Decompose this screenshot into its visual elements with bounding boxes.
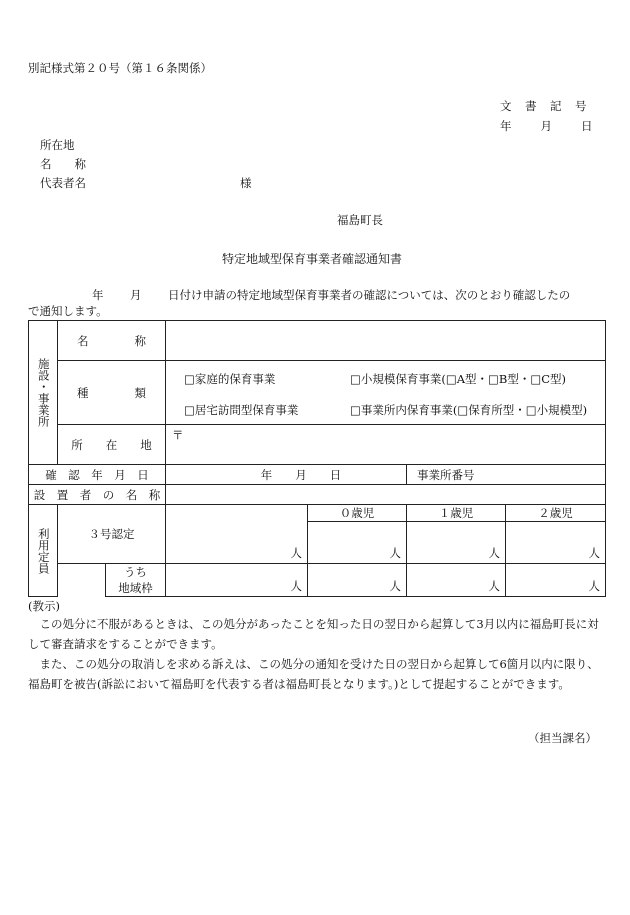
document-title: 特定地域型保育事業者確認通知書 bbox=[222, 252, 403, 266]
facility-name-label: 名 称 bbox=[58, 321, 166, 361]
facility-name-field[interactable] bbox=[166, 321, 606, 361]
notice-paragraph-2: また、この処分の取消しを求める訴えは、この処分の通知を受けた日の翌日から起算して6箇月以内に限り、福島町を被告(訴訟において福島町を代表する者は福島町長となります。)として提起することができます。 bbox=[28, 657, 599, 691]
postal-mark: 〒 bbox=[172, 428, 184, 442]
intro-month: 月 bbox=[130, 288, 142, 302]
setter-name-label: 設 置 者 の 名 称 bbox=[29, 485, 166, 505]
regional-label: 地域枠 bbox=[106, 580, 166, 597]
confirm-date-label: 確 認 年 月 日 bbox=[29, 465, 166, 485]
regional-total: 人 bbox=[166, 564, 308, 597]
confirmation-table bbox=[28, 320, 606, 597]
setter-name-field[interactable] bbox=[166, 485, 606, 505]
type-visit-checkbox[interactable]: □居宅訪問型保育事業 bbox=[184, 402, 299, 417]
form-reference: 別記様式第２０号（第１６条関係） bbox=[28, 61, 212, 75]
confirm-date-value[interactable]: 年 月 日 bbox=[166, 465, 407, 485]
date-line: 年 月 日 bbox=[500, 119, 595, 133]
notice-paragraph-1: この処分に不服があるときは、この処分があったことを知った日の翌日から起算して3月以内に福島町長に対して審査請求をすることができます。 bbox=[28, 617, 599, 651]
honorific-sama: 様 bbox=[240, 176, 252, 190]
type-small-checkbox[interactable]: □小規模保育事業(□A型・□B型・□C型) bbox=[350, 371, 566, 386]
facility-type-field bbox=[166, 361, 606, 425]
cert3-age0: 人 bbox=[308, 522, 407, 564]
uchi-label: うち bbox=[106, 564, 166, 581]
age0-header: ０歳児 bbox=[308, 505, 407, 522]
notice-label: (教示) bbox=[28, 599, 60, 613]
facility-address-label: 所 在 地 bbox=[58, 425, 166, 465]
facility-type-label: 種 類 bbox=[58, 361, 166, 425]
facility-address-field[interactable] bbox=[166, 425, 606, 465]
location-label: 所在地 bbox=[40, 138, 75, 152]
type-workplace-checkbox[interactable]: □事業所内保育事業(□保育所型・□小規模型) bbox=[350, 402, 588, 417]
regional-age1: 人 bbox=[407, 564, 506, 597]
regional-age2: 人 bbox=[506, 564, 606, 597]
business-number-label: 事業所番号 bbox=[407, 465, 606, 485]
cert3-age1: 人 bbox=[407, 522, 506, 564]
regional-age0: 人 bbox=[308, 564, 407, 597]
department-name: （担当課名） bbox=[528, 731, 597, 745]
age1-header: １歳児 bbox=[407, 505, 506, 522]
intro-year: 年 bbox=[92, 288, 104, 302]
cert3-age2: 人 bbox=[506, 522, 606, 564]
cert3-label: ３号認定 bbox=[58, 505, 166, 564]
age2-header: ２歳児 bbox=[506, 505, 606, 522]
capacity-label: 利用定員 bbox=[36, 527, 51, 574]
capacity-group-cell bbox=[29, 505, 58, 597]
facility-group-cell bbox=[29, 321, 58, 465]
cert3-total: 人 bbox=[166, 505, 308, 564]
name-label: 名 称 bbox=[40, 157, 86, 171]
document-number: 文 書 記 号 bbox=[500, 99, 588, 113]
representative-label: 代表者名 bbox=[40, 176, 86, 190]
intro-text-line2: で通知します。 bbox=[28, 304, 108, 318]
regional-spacer bbox=[58, 564, 106, 597]
intro-text-line1: 日付け申請の特定地域型保育事業者の確認については、次のとおり確認したの bbox=[168, 288, 571, 302]
type-home-checkbox[interactable]: □家庭的保育事業 bbox=[184, 371, 276, 386]
issuer: 福島町長 bbox=[337, 213, 383, 227]
facility-group-label: 施設・事業所 bbox=[36, 358, 51, 427]
